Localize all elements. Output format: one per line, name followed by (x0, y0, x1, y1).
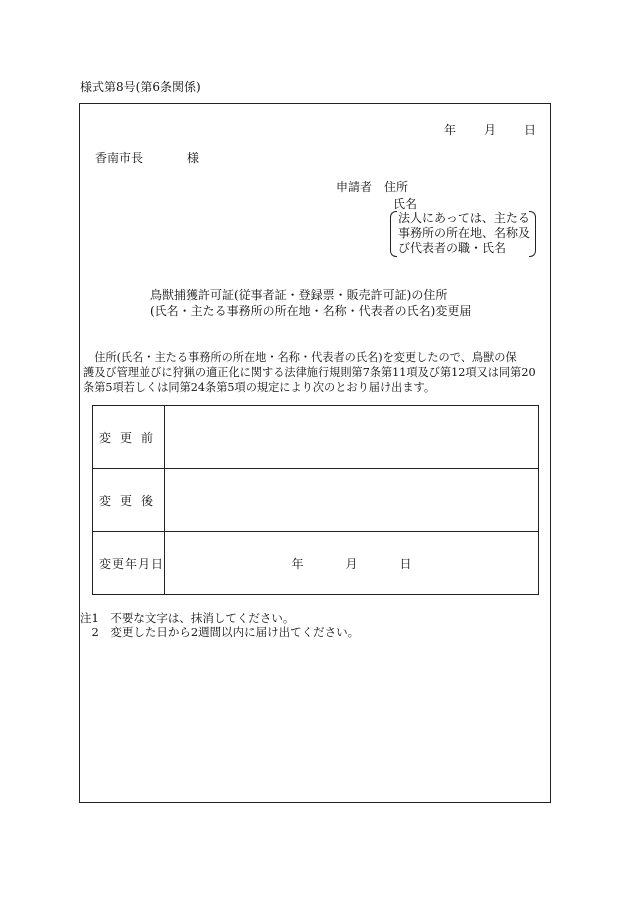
applicant-name-row (393, 198, 417, 210)
table-row (93, 406, 539, 469)
right-bracket (529, 211, 536, 257)
name-label: 氏名 (393, 197, 418, 211)
change-date-label: 変更年月日 (93, 532, 165, 595)
submission-date (444, 124, 536, 136)
before-change-label: 変更前 (93, 406, 165, 469)
addressee-name: 香南市長 (95, 151, 144, 165)
corporation-note (390, 211, 536, 257)
body-text-line: 住所(氏名・主たる事務所の所在地・名称・代表者の氏名)を変更したので、鳥獣の保 (83, 351, 517, 364)
applicant-address-row (336, 181, 408, 193)
form-number-title: 様式第8号(第6条関係) (80, 80, 201, 94)
before-change-field[interactable] (165, 406, 539, 469)
body-text-line: 条第5項若しくは同第24条第5項の規定により次のとおり届け出ます。 (83, 381, 436, 394)
year-label: 年 (291, 556, 304, 571)
year-label: 年 (443, 123, 456, 137)
day-label: 日 (399, 556, 412, 571)
month-label: 月 (345, 556, 358, 571)
corporation-note-line: び代表者の職・氏名 (398, 241, 507, 255)
table-row (93, 532, 539, 595)
after-change-label: 変更後 (93, 469, 165, 532)
body-text (83, 350, 547, 395)
note-item: 注1 不要な文字は、抹消してください。 (80, 611, 295, 625)
document-title-line-2: (氏名・主たる事務所の所在地・名称・代表者の氏名)変更届 (150, 304, 472, 318)
change-date-field[interactable] (165, 532, 539, 595)
day-label: 日 (523, 123, 536, 137)
addressee-honorific: 様 (187, 151, 200, 165)
corporation-note-line: 事務所の所在地、名称及 (398, 226, 531, 240)
table-row (93, 469, 539, 532)
body-text-line: 護及び管理並びに狩猟の適正化に関する法律施行規則第7条第11項及び第12項又は同第20 (83, 366, 536, 379)
month-label: 月 (483, 123, 496, 137)
change-table (92, 405, 539, 595)
notes (80, 611, 359, 639)
form-frame (79, 103, 551, 803)
corporation-note-line: 法人にあっては、主たる (398, 211, 530, 225)
addressee (95, 152, 199, 164)
left-bracket (390, 211, 397, 257)
document-title-line-1: 鳥獣捕獲許可証(従事者証・登録票・販売許可証)の住所 (150, 288, 448, 302)
after-change-field[interactable] (165, 469, 539, 532)
address-label: 住所 (384, 180, 409, 194)
note-item: 2 変更した日から2週間以内に届け出てください。 (80, 625, 360, 639)
applicant-label: 申請者 (336, 180, 373, 194)
